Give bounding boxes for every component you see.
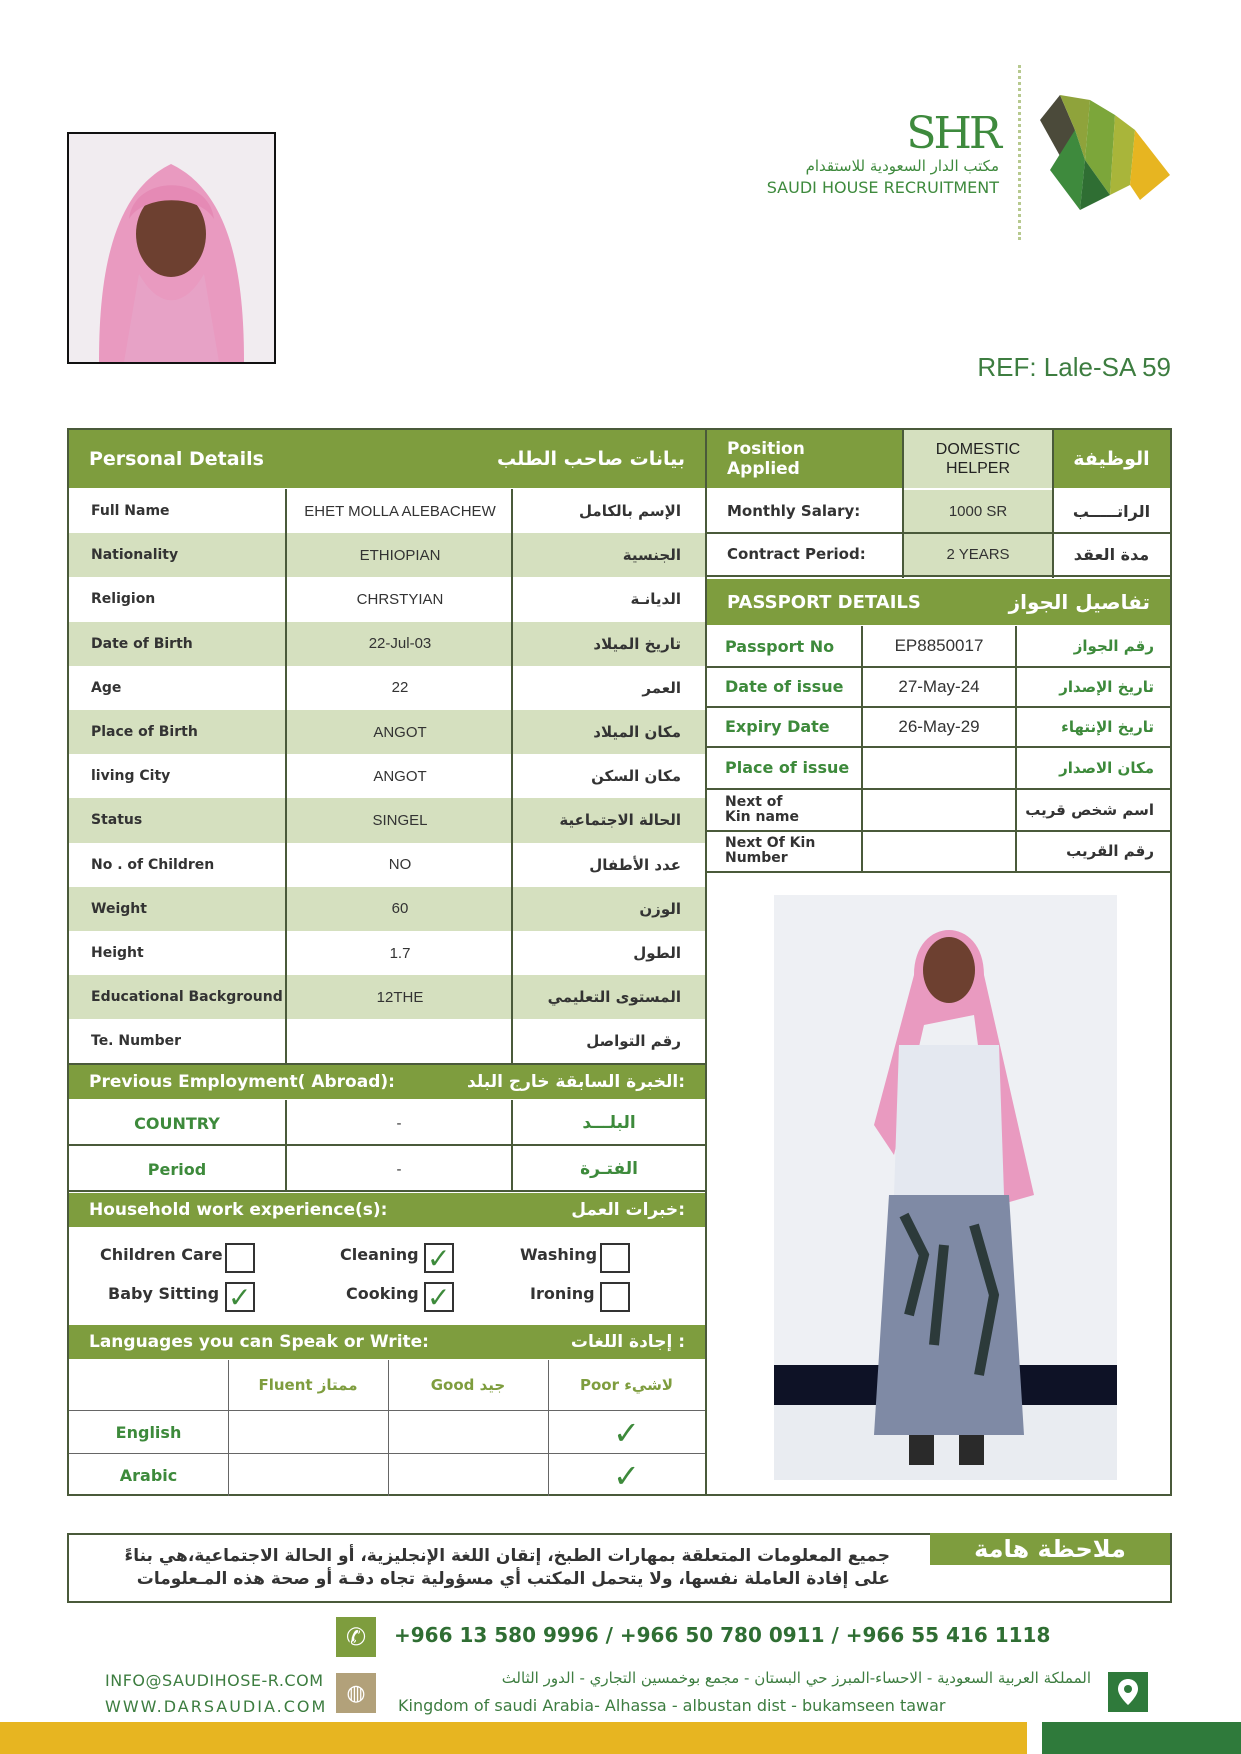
position-row-label-ar: الراتـــــب — [1072, 501, 1151, 521]
email-address[interactable]: INFO@SAUDIHOSE-R.COM — [105, 1671, 324, 1690]
personal-row-label-ar: الطول — [633, 944, 681, 963]
personal-row-label-ar: عدد الأطفال — [589, 855, 681, 874]
passport-row-label: Passport No — [725, 636, 835, 656]
row-divider — [707, 575, 1170, 577]
passport-row-label: Next Of Kin Number — [725, 835, 816, 866]
household-experience-title: Household work experience(s): — [89, 1200, 388, 1220]
passport-details-title-ar: تفاصيل الجواز — [1008, 590, 1150, 614]
language-level-header: Good جيد — [430, 1376, 506, 1394]
personal-row-value: ETHIOPIAN — [359, 546, 441, 564]
languages-header — [69, 1325, 705, 1359]
personal-row-label-ar: الديانـة — [630, 590, 681, 609]
row-divider — [707, 532, 1170, 534]
applicant-full-body-photo — [774, 895, 1117, 1480]
position-row-label: Monthly Salary: — [727, 502, 861, 520]
passport-row-value: EP8850017 — [894, 636, 984, 655]
previous-row-value: - — [396, 1114, 402, 1132]
household-item-checkbox[interactable] — [424, 1243, 454, 1273]
personal-row-value: EHET MOLLA ALEBACHEW — [304, 502, 496, 520]
passport-row-label: Next of Kin name — [725, 793, 799, 825]
previous-row-value: - — [396, 1160, 402, 1178]
personal-row-label: Date of Birth — [91, 635, 193, 652]
personal-row-label: Height — [91, 945, 144, 962]
row-divider — [69, 1410, 705, 1411]
company-logo — [766, 65, 1175, 240]
note-line-1: جميع المعلومات المتعلقة بمهارات الطبخ، إتقان اللغة الإنجليزية، أو الحالة الاجتماعية،هي بناءً — [124, 1546, 890, 1566]
passport-row-label-ar: تاريخ الإنتهاء — [1061, 717, 1154, 736]
passport-row-value: 26-May-29 — [898, 716, 980, 736]
logo-arabic-name: مكتب الدار السعودية للاستقدام — [805, 157, 999, 175]
phone-numbers[interactable]: +966 13 580 9996 / +966 50 780 0911 / +966 55 416 1118 — [394, 1623, 1051, 1647]
column-divider — [285, 1100, 287, 1192]
household-item-checkbox[interactable] — [424, 1282, 454, 1312]
household-item-label: Cleaning — [340, 1245, 419, 1264]
position-applied-value: DOMESTIC HELPER — [904, 430, 1052, 488]
language-level-header: Fluent ممتاز — [258, 1376, 358, 1394]
saudi-map-emblem — [1030, 90, 1175, 220]
important-note-tag: ملاحظة هامة — [930, 1533, 1170, 1565]
checkmark-icon: ✓ — [228, 1281, 252, 1314]
personal-row-label-ar: مكان الميلاد — [593, 723, 681, 742]
passport-row-value: 27-May-24 — [898, 676, 980, 696]
passport-details-title: PASSPORT DETAILS — [727, 591, 921, 613]
personal-row-label-ar: العمر — [642, 678, 681, 697]
household-item-checkbox[interactable] — [225, 1243, 255, 1273]
personal-details-title: Personal Details — [89, 448, 264, 470]
household-item-checkbox[interactable] — [225, 1282, 255, 1312]
row-divider — [707, 746, 1170, 748]
personal-row-value: NO — [388, 856, 412, 874]
column-divider — [902, 430, 904, 578]
household-item-label: Ironing — [530, 1284, 595, 1303]
passport-row-label: Place of issue — [725, 758, 850, 777]
previous-row-label: COUNTRY — [134, 1113, 220, 1133]
passport-row-value — [863, 789, 1015, 830]
personal-row-label: No . of Children — [91, 856, 215, 873]
row-divider — [69, 1063, 705, 1065]
personal-row-label-ar: الإسم بالكامل — [579, 502, 681, 521]
passport-row-label-ar: رقم القريب — [1066, 842, 1154, 860]
personal-row-label: Full Name — [91, 503, 170, 520]
location-pin-icon — [1108, 1672, 1148, 1712]
position-row-label: Contract Period: — [727, 545, 866, 563]
personal-row-label: Age — [91, 679, 122, 696]
passport-row-label-ar: مكان الاصدار — [1059, 758, 1154, 777]
personal-details-header — [69, 430, 705, 488]
personal-details-title-ar: بيانات صاحب الطلب — [497, 448, 685, 470]
column-divider — [285, 489, 287, 1064]
personal-row-label: Religion — [91, 591, 156, 608]
previous-employment-title-ar: الخبرة السابقة خارج البلد: — [467, 1072, 685, 1092]
previous-row-label-ar: البلـــد — [582, 1113, 636, 1133]
household-item-label: Cooking — [346, 1284, 419, 1303]
personal-row-label-ar: تاريخ الميلاد — [593, 634, 681, 653]
previous-employment-title: Previous Employment( Abroad): — [89, 1072, 395, 1092]
household-item-checkbox[interactable] — [600, 1282, 630, 1312]
personal-row-value: CHRSTYIAN — [356, 590, 444, 608]
note-line-2: على إفادة العاملة نفسها، ولا يتحمل المكتب أي مسؤولية تجاه دقـة أو صحة هذه المـعلومات — [136, 1569, 890, 1589]
column-divider — [388, 1360, 389, 1496]
personal-row-label: living City — [91, 768, 171, 785]
languages-title: Languages you can Speak or Write: — [89, 1332, 429, 1352]
personal-row-value: 12THE — [376, 988, 424, 1006]
column-divider — [705, 430, 707, 1496]
personal-row-label-ar: الوزن — [639, 899, 681, 918]
personal-row-label: Nationality — [91, 547, 179, 564]
household-item-label: Washing — [520, 1245, 598, 1264]
column-divider — [1015, 626, 1017, 871]
position-row-value: 1000 SR — [904, 490, 1052, 532]
column-divider — [511, 1100, 513, 1192]
personal-row-value: 60 — [391, 900, 409, 918]
checkmark-icon: ✓ — [613, 1456, 640, 1495]
personal-row-value — [287, 1019, 513, 1063]
personal-row-label-ar: المستوى التعليمي — [547, 988, 681, 1007]
household-item-label: Baby Sitting — [108, 1284, 220, 1303]
household-experience-title-ar: خبرات العمل: — [571, 1200, 685, 1220]
passport-row-label: Expiry Date — [725, 717, 830, 736]
passport-row-label-ar: رقم الجواز — [1073, 637, 1154, 655]
logo-divider — [1018, 65, 1021, 240]
languages-title-ar: إجادة اللغات : — [570, 1332, 685, 1352]
passport-row-label-ar: اسم شخص قريب — [1025, 800, 1154, 819]
passport-row-value — [863, 747, 1015, 788]
personal-row-value: 1.7 — [389, 944, 411, 962]
previous-employment-header — [69, 1065, 705, 1099]
personal-row-label: Weight — [91, 900, 147, 917]
row-divider — [707, 830, 1170, 832]
column-divider — [861, 626, 863, 871]
personal-row-label: Te. Number — [91, 1033, 182, 1050]
address-arabic: المملكة العربية السعودية - الاحساء-المبرز حي البستان - مجمع بوخمسين التجاري - الدور الثالث — [501, 1669, 1091, 1687]
language-level-header: Poor لاشيء — [580, 1376, 673, 1394]
row-divider — [707, 788, 1170, 790]
position-row-label-ar: مدة العقد — [1073, 544, 1150, 564]
passport-row-label: Date of issue — [725, 677, 844, 696]
column-divider — [511, 489, 513, 1064]
language-name: English — [115, 1423, 182, 1442]
passport-row-label-ar: تاريخ الإصدار — [1059, 677, 1154, 696]
position-row-value: 2 YEARS — [904, 533, 1052, 575]
personal-row-label: Place of Birth — [91, 724, 198, 741]
previous-row-label: Period — [147, 1159, 207, 1179]
personal-row-value: 22-Jul-03 — [368, 635, 432, 653]
language-name: Arabic — [119, 1466, 178, 1485]
household-item-checkbox[interactable] — [600, 1243, 630, 1273]
applicant-headshot-photo — [67, 132, 276, 364]
row-divider — [707, 871, 1170, 873]
personal-row-value: ANGOT — [373, 767, 427, 785]
row-divider — [69, 1144, 705, 1146]
logo-english-name: SAUDI HOUSE RECRUITMENT — [766, 178, 999, 197]
column-divider — [228, 1360, 229, 1496]
personal-row-label: Educational Background — [91, 989, 283, 1006]
personal-row-label-ar: مكان السكن — [591, 767, 681, 786]
personal-row-label-ar: الجنسية — [622, 546, 681, 565]
globe-icon: ◍ — [336, 1673, 376, 1713]
personal-row-label-ar: الحالة الاجتماعية — [559, 811, 681, 830]
household-experience-header — [69, 1193, 705, 1227]
address-english: Kingdom of saudi Arabia- Alhassa - albustan dist - bukamseen tawar — [398, 1696, 946, 1715]
footer-bar-green — [1042, 1722, 1241, 1754]
website-url[interactable]: WWW.DARSAUDIA.COM — [105, 1697, 328, 1716]
personal-row-label: Status — [91, 812, 143, 829]
position-applied-label — [707, 430, 903, 488]
checkmark-icon: ✓ — [427, 1281, 451, 1314]
personal-row-value: ANGOT — [373, 723, 427, 741]
row-divider — [707, 666, 1170, 668]
reference-number: REF: Lale-SA 59 — [977, 352, 1171, 382]
position-applied-title: Position Applied — [727, 439, 805, 479]
logo-monogram: SHR — [906, 108, 999, 159]
row-divider — [69, 1453, 705, 1454]
personal-row-value: SINGEL — [372, 811, 428, 829]
checkmark-icon: ✓ — [427, 1242, 451, 1275]
position-applied-label-ar — [1053, 430, 1170, 488]
position-applied-title-ar: الوظيفة — [1073, 448, 1150, 470]
passport-row-value — [863, 831, 1015, 871]
footer-bar-yellow — [0, 1722, 1027, 1754]
column-divider — [548, 1360, 549, 1496]
previous-row-label-ar: الفتـرة — [580, 1159, 638, 1179]
passport-details-header — [707, 579, 1170, 625]
phone-icon: ✆ — [336, 1617, 376, 1657]
personal-row-label-ar: رقم التواصل — [586, 1032, 681, 1051]
checkmark-icon: ✓ — [613, 1413, 640, 1452]
column-divider — [1052, 430, 1054, 578]
household-item-label: Children Care — [100, 1245, 223, 1264]
row-divider — [69, 1190, 705, 1192]
row-divider — [707, 706, 1170, 708]
personal-row-value: 22 — [391, 679, 409, 697]
